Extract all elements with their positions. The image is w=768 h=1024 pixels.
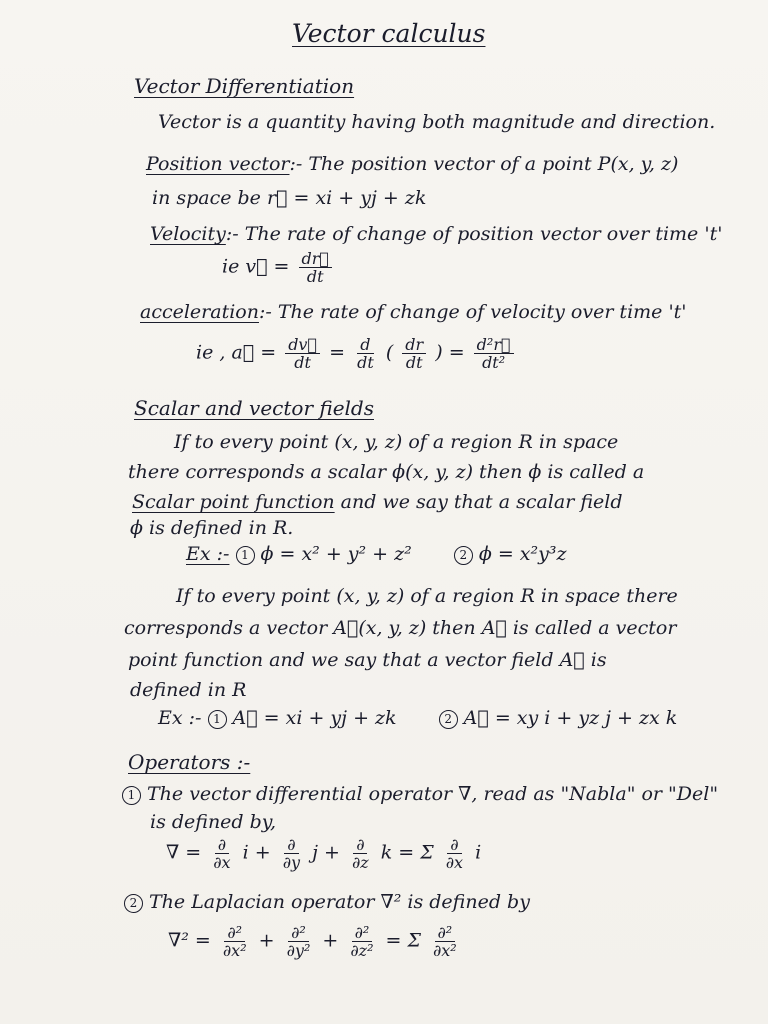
fraction-denominator: ∂x² xyxy=(222,941,247,960)
partial-y-fraction xyxy=(280,836,303,871)
position-vector-label: Position vector xyxy=(146,153,290,175)
circled-number-2: 2 xyxy=(454,546,473,565)
fraction-denominator: ∂z xyxy=(351,853,369,872)
velocity-fraction xyxy=(299,250,333,285)
fraction-numerator: dv⃗ xyxy=(285,336,320,354)
scalar-example-1: ϕ = x² + y² + z² xyxy=(260,543,412,565)
open-paren: ( xyxy=(385,341,394,364)
fraction-numerator: ∂ xyxy=(353,836,367,854)
fraction-numerator: ∂ xyxy=(215,836,229,854)
acceleration-ie: ie , a⃗ = xyxy=(196,341,277,364)
vector-example-2: A⃗ = xy i + yz j + zx k xyxy=(463,707,678,729)
scalar-point-function-label: Scalar point function xyxy=(132,491,335,513)
acceleration-fraction-2 xyxy=(354,336,377,371)
fraction-denominator: ∂x xyxy=(445,853,464,872)
fraction-numerator: d xyxy=(357,336,373,354)
velocity-line xyxy=(150,222,722,246)
acceleration-line xyxy=(140,300,687,324)
fraction-denominator: dt² xyxy=(482,353,506,372)
velocity-formula xyxy=(222,250,335,285)
close-paren: ) xyxy=(435,341,443,364)
heading-operators: Operators :- xyxy=(128,750,251,774)
fraction-numerator: dr xyxy=(402,336,426,354)
velocity-ie: ie v⃗ = xyxy=(222,255,290,278)
fraction-denominator: dt xyxy=(294,353,311,372)
fraction-denominator: dt xyxy=(306,267,324,286)
vector-paragraph-line-3: point function and we say that a vector field A⃗ is xyxy=(128,649,607,671)
nabla-term-j: j + xyxy=(312,841,340,864)
plus-sign: + xyxy=(258,929,275,952)
nabla-term-i: i + xyxy=(242,841,271,864)
partial-sum-fraction xyxy=(443,836,466,871)
circled-number-1: 1 xyxy=(236,546,255,565)
vector-paragraph-line-2: corresponds a vector A⃗(x, y, z) then A⃗ is called a vector xyxy=(124,617,677,639)
operator-1-line xyxy=(122,782,718,806)
fraction-denominator: ∂z² xyxy=(350,941,374,960)
circled-number-1: 1 xyxy=(208,710,227,729)
acceleration-label: acceleration xyxy=(140,301,259,323)
fraction-numerator: ∂ xyxy=(447,836,461,854)
vector-definition: Vector is a quantity having both magnitude and direction. xyxy=(158,111,716,133)
fraction-numerator: ∂² xyxy=(435,924,456,942)
acceleration-inner-fraction xyxy=(402,336,426,371)
circled-number-2: 2 xyxy=(439,710,458,729)
fraction-denominator: ∂y² xyxy=(286,941,311,960)
fraction-numerator: ∂ xyxy=(284,836,298,854)
velocity-text: :- The rate of change of position vector over time 't' xyxy=(225,223,723,245)
scalar-paragraph-line-3 xyxy=(132,490,623,514)
second-partial-x-fraction xyxy=(220,924,250,959)
partial-x-fraction xyxy=(210,836,233,871)
fraction-denominator: ∂x² xyxy=(433,941,457,960)
fraction-denominator: ∂x xyxy=(213,853,231,872)
circled-number-1: 1 xyxy=(122,786,141,805)
position-vector-equation: in space be r⃗ = xi + yj + zk xyxy=(152,187,427,209)
second-partial-y-fraction xyxy=(284,924,314,959)
fraction-numerator: d²r⃗ xyxy=(474,336,514,354)
equals-sign: = xyxy=(448,341,465,364)
scalar-examples xyxy=(186,542,567,566)
fraction-denominator: dt xyxy=(405,353,423,372)
nabla-lhs: ∇ = xyxy=(166,841,202,864)
vector-paragraph-line-4: defined in R xyxy=(130,679,247,701)
scalar-paragraph-text: and we say that a scalar field xyxy=(334,491,623,513)
scalar-paragraph-line-1: If to every point (x, y, z) of a region R in space xyxy=(174,431,619,453)
fraction-denominator: dt xyxy=(357,353,374,372)
scalar-paragraph-line-4: ϕ is defined in R. xyxy=(130,517,294,539)
laplacian-equals-sum: = Σ xyxy=(385,929,421,952)
scalar-example-2: ϕ = x²y³z xyxy=(478,543,567,565)
fraction-numerator: ∂² xyxy=(224,924,245,942)
operator-1-text: The vector differential operator ∇, read as "Nabla" or "Del" xyxy=(147,783,719,805)
laplacian-definition xyxy=(168,924,463,959)
acceleration-formula xyxy=(196,336,517,371)
page-title: Vector calculus xyxy=(292,19,486,48)
laplacian-lhs: ∇² = xyxy=(168,929,211,952)
acceleration-text: :- The rate of change of velocity over time 't' xyxy=(258,301,687,323)
nabla-term-k: k = Σ xyxy=(380,841,434,864)
example-label: Ex :- xyxy=(186,543,230,565)
heading-scalar-vector-fields: Scalar and vector fields xyxy=(134,396,374,420)
position-vector-text: :- The position vector of a point P(x, y, z) xyxy=(289,153,679,175)
equals-sign: = xyxy=(329,341,346,364)
fraction-numerator: dr⃗ xyxy=(299,250,333,268)
second-partial-z-fraction xyxy=(347,924,376,959)
circled-number-2: 2 xyxy=(124,894,143,913)
second-partial-sum-fraction xyxy=(430,924,460,959)
position-vector-line xyxy=(146,152,678,176)
vector-examples xyxy=(158,706,677,730)
nabla-definition xyxy=(166,836,481,871)
fraction-numerator: ∂² xyxy=(288,924,309,942)
fraction-numerator: ∂² xyxy=(352,924,373,942)
operator-1-continuation: is defined by, xyxy=(150,811,277,833)
example-label: Ex :- xyxy=(158,707,202,729)
heading-vector-differentiation: Vector Differentiation xyxy=(134,74,355,98)
partial-z-fraction xyxy=(349,836,372,871)
plus-sign: + xyxy=(322,929,339,952)
fraction-denominator: ∂y xyxy=(282,853,301,872)
vector-example-1: A⃗ = xi + yj + zk xyxy=(232,707,397,729)
nabla-tail: i xyxy=(475,841,482,864)
acceleration-fraction-1 xyxy=(285,336,320,371)
operator-2-text: The Laplacian operator ∇² is defined by xyxy=(149,891,530,913)
velocity-label: Velocity xyxy=(150,223,226,245)
vector-paragraph-line-1: If to every point (x, y, z) of a region R in space there xyxy=(176,585,678,607)
scalar-paragraph-line-2: there corresponds a scalar ϕ(x, y, z) then ϕ is called a xyxy=(128,461,645,483)
acceleration-fraction-3 xyxy=(474,336,514,371)
operator-2-line xyxy=(124,890,530,914)
